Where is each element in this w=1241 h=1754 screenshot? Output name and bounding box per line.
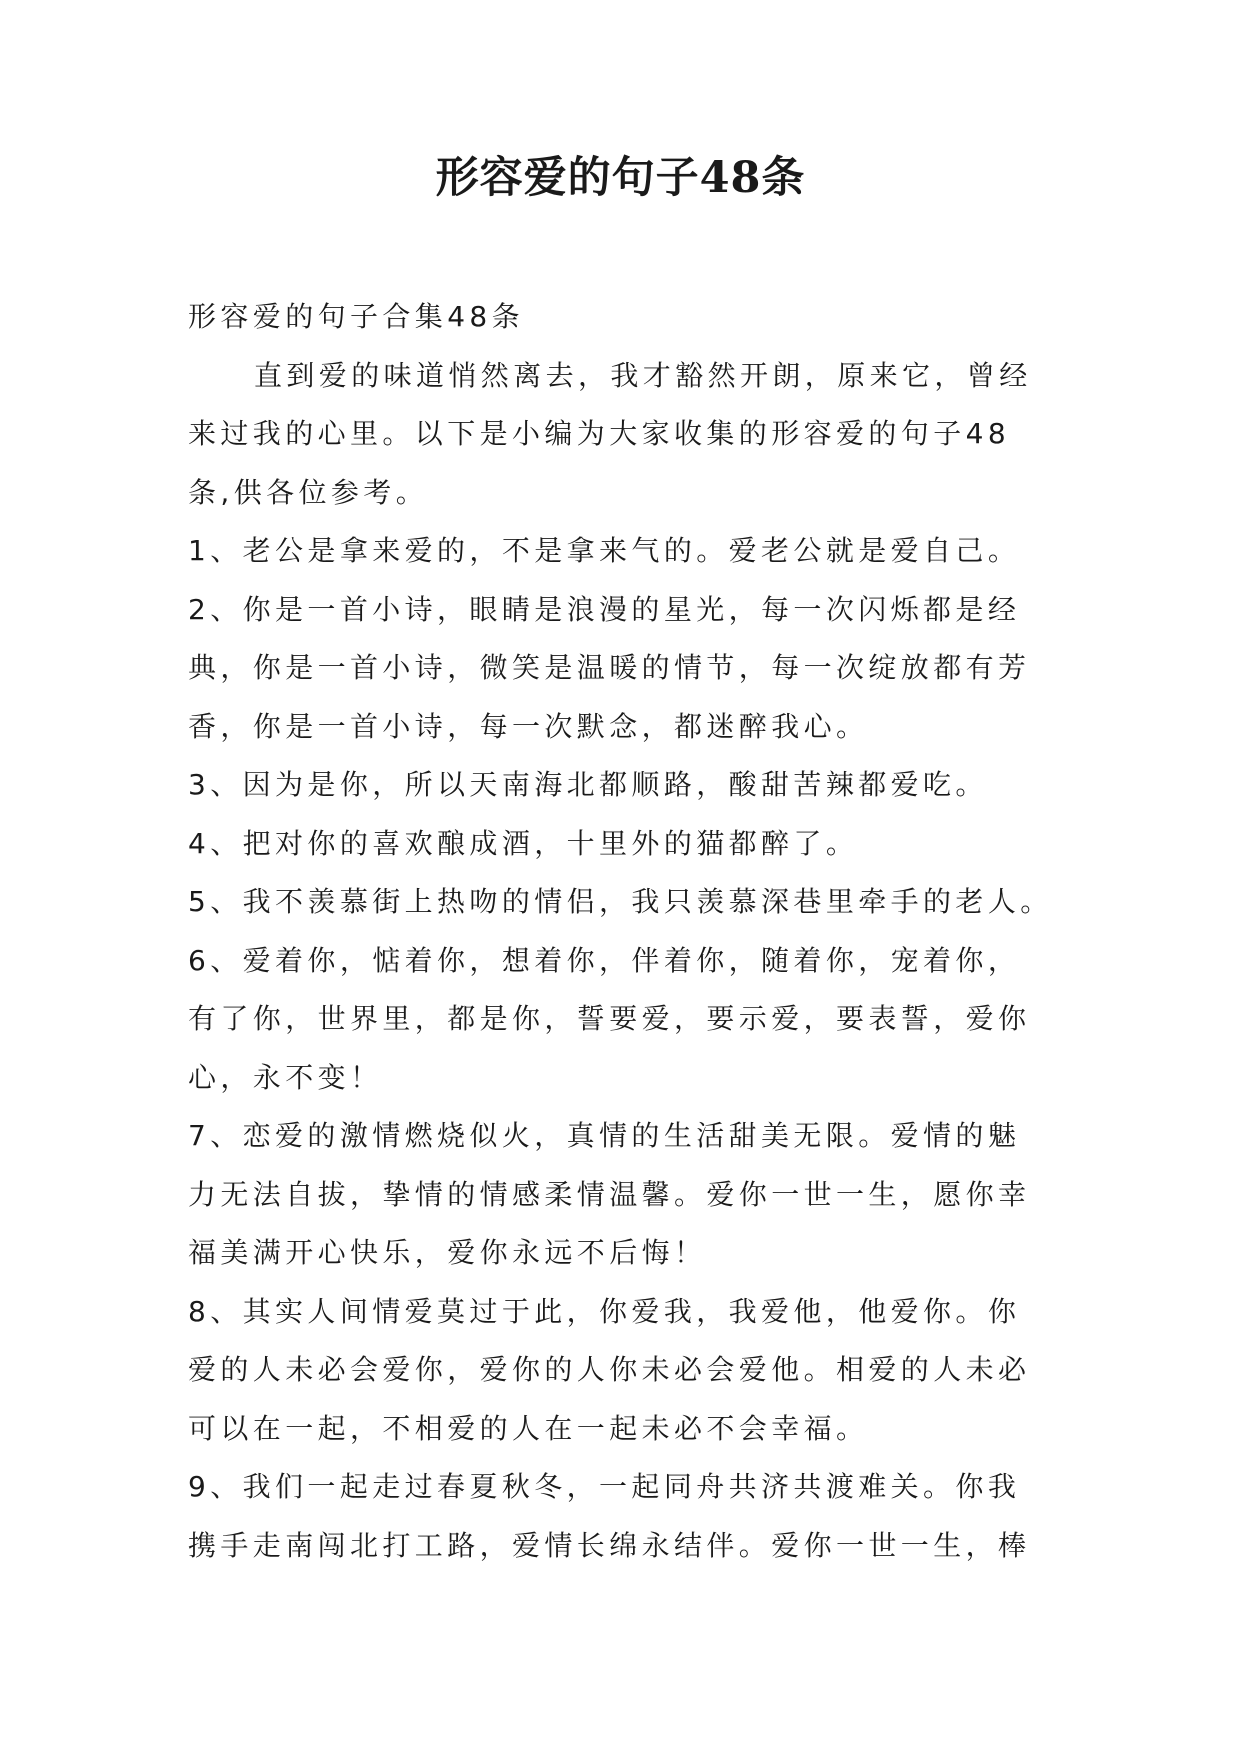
item-9-line-2: 携手走南闯北打工路，爱情长绵永结伴。爱你一世一生，棒 bbox=[188, 1528, 1031, 1562]
item-3-line-1: 3、因为是你，所以天南海北都顺路，酸甜苦辣都爱吃。 bbox=[188, 768, 988, 801]
intro-line-1: 直到爱的味道悄然离去，我才豁然开朗，原来它，曾经 bbox=[254, 358, 1032, 392]
item-8-line-2: 爱的人未必会爱你，爱你的人你未必会爱他。相爱的人未必 bbox=[188, 1353, 1031, 1386]
item-9-line-1: 9、我们一起走过春夏秋冬，一起同舟共济共渡难关。你我 bbox=[188, 1470, 1021, 1503]
intro-line-2: 来过我的心里。以下是小编为大家收集的形容爱的句子48 bbox=[188, 417, 1011, 450]
item-7-line-2: 力无法自拔，挚情的情感柔情温馨。爱你一世一生，愿你幸 bbox=[188, 1177, 1031, 1211]
item-6-line-1: 6、爱着你，惦着你，想着你，伴着你，随着你，宠着你， bbox=[188, 943, 1021, 977]
item-8-line-3: 可以在一起，不相爱的人在一起未必不会幸福。 bbox=[188, 1411, 869, 1445]
document-title: 形容爱的句子48条 bbox=[435, 153, 806, 203]
item-2-line-1: 2、你是一首小诗，眼睛是浪漫的星光，每一次闪烁都是经 bbox=[188, 592, 1021, 626]
document-body bbox=[188, 288, 1068, 1575]
item-2-line-3: 香，你是一首小诗，每一次默念，都迷醉我心。 bbox=[188, 709, 869, 743]
item-6-line-3: 心，永不变！ bbox=[188, 1060, 383, 1094]
item-6-line-2: 有了你，世界里，都是你，誓要爱，要示爱，要表誓，爱你 bbox=[188, 1002, 1031, 1035]
item-2-line-2: 典，你是一首小诗，微笑是温暖的情节，每一次绽放都有芳 bbox=[188, 651, 1031, 684]
item-8-line-1: 8、其实人间情爱莫过于此，你爱我，我爱他，他爱你。你 bbox=[188, 1294, 1021, 1328]
item-1-line-1: 1、老公是拿来爱的，不是拿来气的。爱老公就是爱自己。 bbox=[188, 534, 1021, 567]
item-7-line-1: 7、恋爱的激情燃烧似火，真情的生活甜美无限。爱情的魅 bbox=[188, 1119, 1021, 1152]
subtitle-line: 形容爱的句子合集48条 bbox=[188, 300, 525, 333]
item-7-line-3: 福美满开心快乐，爱你永远不后悔！ bbox=[188, 1236, 707, 1269]
item-5-line-1: 5、我不羡慕街上热吻的情侣，我只羡慕深巷里牵手的老人。 bbox=[188, 885, 1053, 918]
item-4-line-1: 4、把对你的喜欢酿成酒，十里外的猫都醉了。 bbox=[188, 826, 859, 860]
intro-line-3: 条,供各位参考。 bbox=[188, 475, 429, 509]
